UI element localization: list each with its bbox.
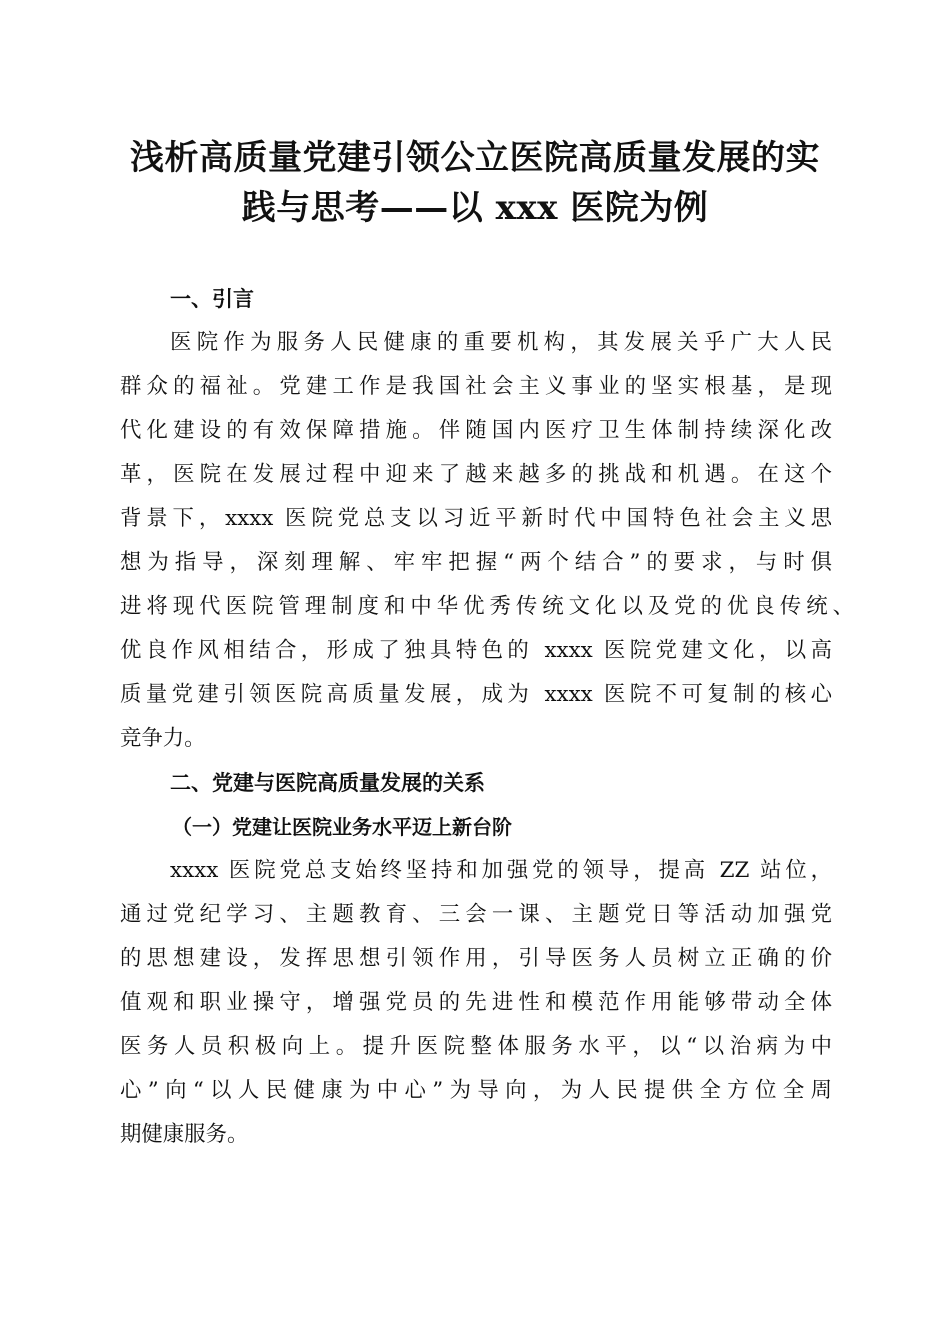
paragraph-line: 想为指导，深刻理解、牢牢把握“两个结合”的要求，与时俱 [120, 550, 832, 575]
paragraph-line: 革，医院在发展过程中迎来了越来越多的挑战和机遇。在这个 [120, 462, 832, 487]
paragraph-line: 竞争力。 [120, 726, 206, 751]
section-heading-introduction: 一、引言 [170, 287, 254, 311]
paragraph-line: 期健康服务。 [120, 1122, 249, 1147]
paragraph-line: 代化建设的有效保障措施。伴随国内医疗卫生体制持续深化改 [120, 418, 832, 443]
document-title [110, 133, 840, 233]
paragraph-line: 值观和职业操守，增强党员的先进性和模范作用能够带动全体 [120, 990, 832, 1015]
document-body [120, 277, 854, 1157]
paragraph-line: 背景下，xxxx 医院党总支以习近平新时代中国特色社会主义思 [120, 506, 832, 531]
subsection-heading: （一）党建让医院业务水平迈上新台阶 [172, 815, 512, 839]
paragraph-line: 医院作为服务人民健康的重要机构，其发展关乎广大人民 [170, 330, 832, 355]
paragraph-line: 进将现代医院管理制度和中华优秀传统文化以及党的优良传统、 [120, 594, 854, 619]
paragraph-line: 优良作风相结合，形成了独具特色的 xxxx 医院党建文化，以高 [120, 638, 832, 663]
section-heading-relationship: 二、党建与医院高质量发展的关系 [170, 771, 485, 795]
paragraph-line: 的思想建设，发挥思想引领作用，引导医务人员树立正确的价 [120, 946, 832, 971]
paragraph-line: 通过党纪学习、主题教育、三会一课、主题党日等活动加强党 [120, 902, 832, 927]
title-line-2: 践与思考——以 xxx 医院为例 [241, 188, 709, 228]
paragraph-line: 医务人员积极向上。提升医院整体服务水平，以“以治病为中 [120, 1034, 832, 1059]
introduction-paragraph [120, 321, 854, 761]
paragraph-line: 群众的福祉。党建工作是我国社会主义事业的坚实根基，是现 [120, 374, 832, 399]
paragraph-line: 心”向“以人民健康为中心”为导向，为人民提供全方位全周 [120, 1078, 832, 1103]
paragraph-line: 质量党建引领医院高质量发展，成为 xxxx 医院不可复制的核心 [120, 682, 832, 707]
title-line-1: 浅析高质量党建引领公立医院高质量发展的实 [130, 138, 820, 178]
relationship-paragraph [120, 849, 832, 1157]
paragraph-line: xxxx 医院党总支始终坚持和加强党的领导，提高 ZZ 站位， [170, 858, 832, 883]
